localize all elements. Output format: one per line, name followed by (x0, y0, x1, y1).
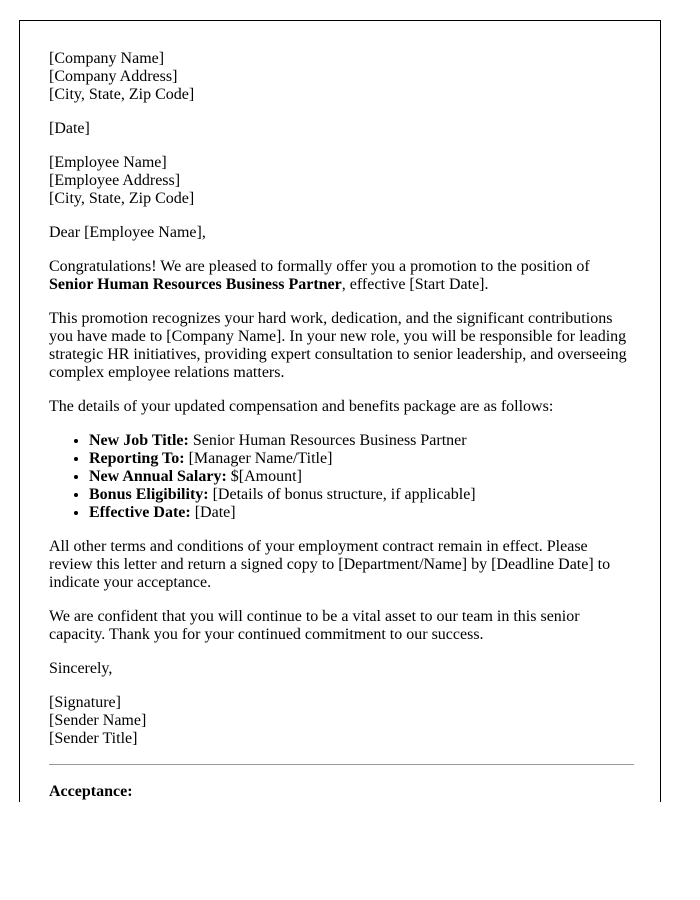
detail-value: [Manager Name/Title] (184, 450, 333, 467)
detail-label: New Job Title: (89, 432, 189, 449)
intro-text-after: , effective [Start Date]. (341, 276, 489, 293)
detail-value: $[Amount] (226, 468, 302, 485)
date-text: [Date] (49, 120, 90, 137)
company-name: [Company Name] (49, 50, 165, 67)
intro-text-before: Congratulations! We are pleased to formally offer you a promotion to the position of (49, 258, 590, 275)
closing: Sincerely, (49, 660, 113, 677)
employee-address: [Employee Address] (49, 172, 181, 189)
list-item (89, 486, 634, 504)
detail-label: Reporting To: (89, 450, 185, 467)
compensation-details-list (49, 432, 634, 522)
salutation: Dear [Employee Name], (49, 224, 206, 241)
employee-name: [Employee Name] (49, 154, 167, 171)
sender-name: [Sender Name] (49, 712, 147, 729)
sender-title: [Sender Title] (49, 730, 138, 747)
detail-label: New Annual Salary: (89, 468, 227, 485)
employee-city-state-zip: [City, State, Zip Code] (49, 190, 195, 207)
detail-value: [Details of bonus structure, if applicable] (208, 486, 476, 503)
recipient-address-block (49, 154, 634, 208)
company-city-state-zip: [City, State, Zip Code] (49, 86, 195, 103)
list-item (89, 504, 634, 522)
list-item (89, 468, 634, 486)
list-item (89, 450, 634, 468)
list-item (89, 432, 634, 450)
letter-content (49, 50, 634, 802)
section-divider (49, 764, 634, 765)
detail-value: [Date] (190, 504, 236, 521)
detail-label: Bonus Eligibility: (89, 486, 209, 503)
signature: [Signature] (49, 694, 121, 711)
recognition-paragraph: This promotion recognizes your hard work, dedication, and the significant contributions you have made to [Company Name]. In your new role, you will be responsible for leading strategic HR initiatives, providing expert consultation to senior leadership, and overseeing complex employee relations matters. (49, 310, 627, 381)
confidence-paragraph: We are confident that you will continue to be a vital asset to our team in this senior capacity. Thank you for your continued commitment to our success. (49, 608, 580, 643)
detail-value: Senior Human Resources Business Partner (188, 432, 467, 449)
sender-address-block (49, 50, 634, 104)
letter-page (19, 20, 661, 802)
promotion-position: Senior Human Resources Business Partner (49, 276, 342, 293)
signature-block (49, 694, 634, 748)
detail-label: Effective Date: (89, 504, 191, 521)
company-address: [Company Address] (49, 68, 178, 85)
letter-date (49, 120, 634, 138)
details-intro-paragraph: The details of your updated compensation and benefits package are as follows: (49, 398, 554, 415)
terms-paragraph: All other terms and conditions of your employment contract remain in effect. Please review this letter and return a signed copy to [Department/Name] by [Deadline Date] to indicate your acceptance. (49, 538, 611, 591)
acceptance-heading: Acceptance: (49, 783, 133, 800)
intro-paragraph (49, 258, 634, 294)
